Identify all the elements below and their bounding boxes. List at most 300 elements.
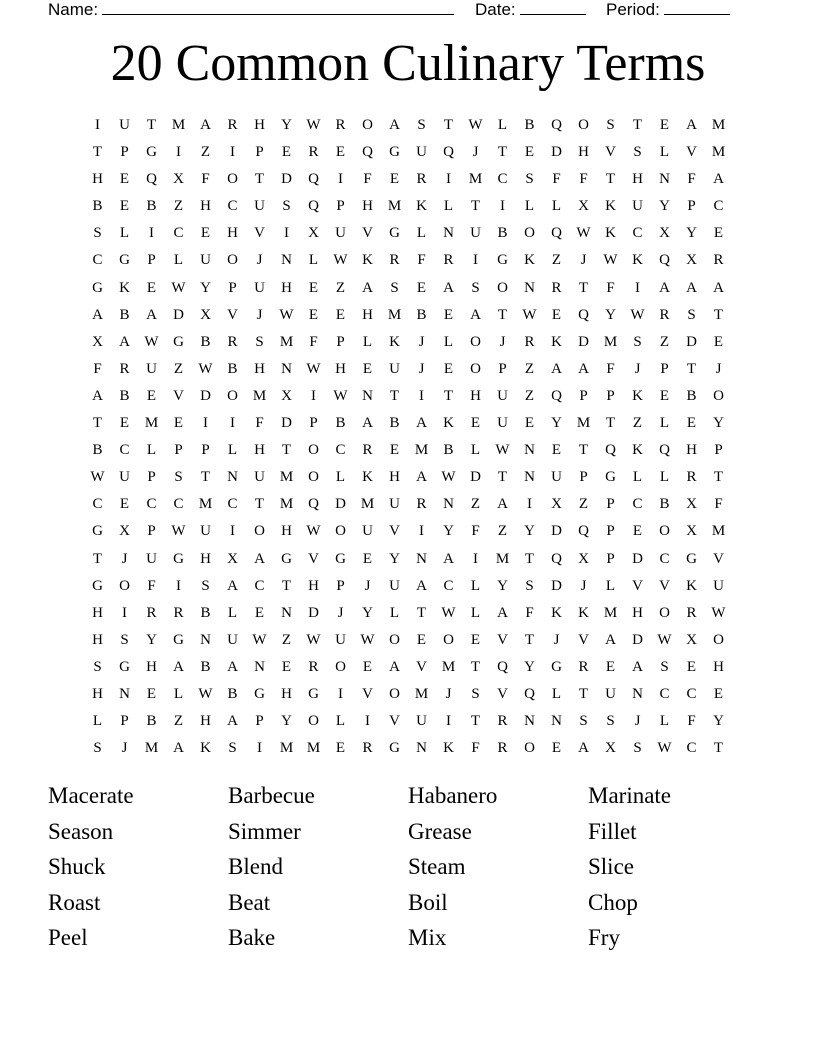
grid-letter: X [659, 225, 670, 242]
grid-letter: A [389, 117, 400, 133]
grid-letter: J [499, 333, 506, 350]
grid-letter: O [713, 387, 724, 404]
grid-letter: I [311, 387, 316, 404]
grid-letter: E [173, 415, 184, 432]
grid-letter: H [92, 631, 103, 648]
grid-letter: R [335, 117, 346, 133]
grid-letter: K [605, 198, 616, 215]
grid-letter: S [390, 279, 399, 296]
grid-letter: T [632, 117, 643, 133]
grid-letter: W [306, 631, 321, 648]
grid-letter: S [579, 713, 588, 730]
grid-letter: R [497, 713, 508, 730]
grid-letter: K [632, 252, 643, 269]
grid-letter: T [470, 658, 481, 675]
grid-letter: R [686, 604, 697, 621]
grid-letter: K [605, 225, 616, 242]
grid-letter: D [470, 469, 481, 486]
grid-letter: K [551, 604, 562, 621]
grid-letter: O [335, 523, 346, 540]
grid-letter: A [227, 713, 238, 730]
grid-letter: Q [551, 225, 562, 242]
grid-letter: Q [578, 523, 589, 540]
grid-letter: T [713, 469, 724, 486]
grid-letter: W [306, 523, 321, 540]
grid-letter: G [173, 550, 184, 567]
grid-letter: V [173, 387, 184, 404]
grid-letter: E [524, 144, 535, 161]
grid-letter: I [473, 550, 478, 567]
grid-letter: F [714, 496, 723, 513]
grid-letter: I [338, 171, 343, 188]
grid-letter: P [606, 496, 615, 513]
grid-letter: R [362, 442, 373, 459]
grid-letter: W [441, 469, 456, 486]
grid-letter: P [255, 713, 264, 730]
grid-letter: A [416, 469, 427, 486]
grid-letter: H [92, 171, 103, 188]
grid-letter: A [146, 306, 157, 323]
grid-letter: G [92, 523, 103, 540]
grid-letter: E [146, 685, 157, 702]
grid-letter: M [279, 469, 294, 486]
grid-letter: M [576, 415, 591, 432]
grid-letter: F [93, 360, 102, 377]
grid-letter: H [92, 685, 103, 702]
word-list-item: Grease [408, 818, 472, 844]
grid-letter: E [416, 631, 427, 648]
grid-letter: N [551, 713, 562, 730]
grid-letter: P [660, 360, 669, 377]
grid-letter: X [686, 631, 697, 648]
grid-letter: M [495, 550, 510, 567]
grid-letter: B [497, 225, 508, 242]
grid-letter: Z [659, 333, 670, 350]
grid-letter: O [308, 469, 319, 486]
grid-letter: T [146, 117, 157, 133]
grid-letter: H [389, 469, 400, 486]
date-blank-line [520, 0, 586, 15]
grid-letter: X [686, 252, 697, 269]
grid-letter: U [335, 631, 346, 648]
grid-letter: G [335, 550, 346, 567]
grid-letter: A [686, 117, 697, 133]
grid-letter: H [92, 604, 103, 621]
grid-letter: L [632, 469, 643, 486]
grid-letter: D [281, 415, 292, 432]
grid-letter: E [443, 306, 454, 323]
grid-letter: G [551, 658, 562, 675]
grid-letter: E [146, 387, 157, 404]
grid-letter: N [443, 496, 454, 513]
grid-letter: F [525, 604, 534, 621]
grid-letter: M [144, 740, 159, 757]
grid-letter: Y [524, 658, 535, 675]
grid-letter: L [416, 225, 427, 242]
grid-letter: E [524, 415, 535, 432]
grid-letter: O [308, 713, 319, 730]
grid-letter: P [174, 442, 183, 459]
grid-letter: H [254, 117, 265, 133]
grid-letter: A [578, 740, 589, 757]
grid-letter: G [173, 631, 184, 648]
grid-letter: W [198, 685, 213, 702]
grid-letter: G [92, 279, 103, 296]
grid-letter: N [632, 685, 643, 702]
grid-letter: A [470, 306, 481, 323]
grid-letter: Y [281, 117, 292, 133]
grid-letter: S [417, 117, 426, 133]
grid-letter: A [119, 333, 130, 350]
grid-letter: G [389, 225, 400, 242]
grid-letter: X [551, 496, 562, 513]
grid-letter: I [527, 496, 532, 513]
grid-letter: D [173, 306, 184, 323]
grid-letter: A [551, 360, 562, 377]
grid-letter: Z [551, 252, 562, 269]
grid-letter: J [445, 685, 452, 702]
word-list-item: Fillet [588, 818, 637, 844]
grid-letter: I [473, 252, 478, 269]
grid-letter: H [713, 658, 724, 675]
grid-letter: E [551, 442, 562, 459]
name-label: Name: [48, 0, 99, 19]
grid-letter: F [606, 360, 615, 377]
word-list-item: Season [48, 818, 114, 844]
name-field [48, 0, 454, 20]
grid-letter: S [660, 658, 669, 675]
grid-letter: T [470, 713, 481, 730]
grid-letter: F [309, 333, 318, 350]
grid-letter: O [389, 631, 400, 648]
grid-letter: R [227, 333, 238, 350]
grid-letter: H [686, 442, 697, 459]
grid-letter: S [471, 279, 480, 296]
grid-letter: V [632, 577, 643, 594]
grid-letter: X [686, 496, 697, 513]
grid-letter: Y [497, 577, 508, 594]
grid-letter: W [90, 469, 105, 486]
grid-letter: Y [713, 713, 724, 730]
grid-letter: G [173, 333, 184, 350]
grid-letter: W [279, 306, 294, 323]
grid-letter: A [362, 415, 373, 432]
grid-letter: X [605, 740, 616, 757]
grid-letter: W [630, 306, 645, 323]
grid-letter: Q [551, 117, 562, 133]
grid-letter: W [333, 387, 348, 404]
grid-letter: W [576, 225, 591, 242]
grid-letter: H [281, 685, 292, 702]
grid-letter: P [120, 144, 129, 161]
grid-letter: J [472, 144, 479, 161]
grid-letter: A [173, 658, 184, 675]
grid-letter: V [227, 306, 238, 323]
grid-letter: N [362, 387, 373, 404]
grid-letter: K [362, 469, 373, 486]
grid-letter: F [255, 415, 264, 432]
grid-letter: A [416, 577, 427, 594]
grid-letter: A [92, 387, 103, 404]
grid-letter: N [443, 225, 454, 242]
date-label: Date: [475, 0, 516, 19]
grid-letter: S [120, 631, 129, 648]
grid-letter: J [553, 631, 560, 648]
grid-letter: K [551, 333, 562, 350]
grid-letter: Z [200, 144, 211, 161]
grid-letter: T [281, 442, 292, 459]
grid-letter: E [119, 415, 130, 432]
grid-letter: E [119, 496, 130, 513]
grid-letter: C [713, 198, 724, 215]
grid-letter: B [227, 360, 238, 377]
grid-letter: Z [173, 360, 184, 377]
grid-letter: V [362, 225, 373, 242]
grid-letter: C [443, 577, 454, 594]
grid-letter: O [362, 117, 373, 133]
grid-letter: S [471, 685, 480, 702]
grid-letter: Y [281, 713, 292, 730]
grid-letter: Q [497, 658, 508, 675]
grid-letter: E [713, 333, 724, 350]
grid-letter: F [147, 577, 156, 594]
grid-letter: L [335, 469, 346, 486]
grid-letter: U [335, 225, 346, 242]
grid-letter: S [606, 117, 615, 133]
grid-letter: L [659, 713, 670, 730]
grid-letter: U [200, 252, 211, 269]
grid-letter: X [200, 306, 211, 323]
grid-letter: O [254, 523, 265, 540]
grid-letter: E [335, 306, 346, 323]
grid-letter: Z [281, 631, 292, 648]
grid-letter: R [713, 252, 724, 269]
grid-letter: L [470, 604, 481, 621]
grid-letter: B [659, 496, 670, 513]
grid-letter: M [306, 740, 321, 757]
grid-letter: N [524, 442, 535, 459]
grid-letter: T [497, 306, 508, 323]
grid-letter: J [256, 252, 263, 269]
grid-letter: X [173, 171, 184, 188]
grid-letter: U [551, 469, 562, 486]
grid-letter: Z [173, 198, 184, 215]
grid-letter: E [470, 415, 481, 432]
grid-letter: H [308, 577, 319, 594]
grid-letter: J [580, 252, 587, 269]
grid-letter: E [713, 685, 724, 702]
grid-letter: O [119, 577, 130, 594]
grid-letter: G [92, 577, 103, 594]
grid-letter: H [254, 442, 265, 459]
grid-letter: L [362, 333, 373, 350]
grid-letter: Q [605, 442, 616, 459]
grid-letter: Q [551, 387, 562, 404]
grid-letter: X [308, 225, 319, 242]
grid-letter: T [605, 171, 616, 188]
grid-letter: I [446, 713, 451, 730]
grid-letter: K [632, 442, 643, 459]
grid-letter: Y [200, 279, 211, 296]
grid-letter: G [119, 252, 130, 269]
grid-letter: J [256, 306, 263, 323]
grid-letter: W [171, 279, 186, 296]
grid-letter: S [687, 306, 696, 323]
grid-letter: Q [578, 306, 589, 323]
grid-letter: M [711, 144, 726, 161]
grid-letter: R [524, 333, 535, 350]
grid-letter: F [552, 171, 561, 188]
grid-letter: A [200, 117, 211, 133]
word-list-item: Shuck [48, 854, 106, 879]
word-list-item: Barbecue [228, 783, 315, 808]
grid-letter: V [578, 631, 589, 648]
grid-letter: E [686, 658, 697, 675]
grid-letter: W [306, 360, 321, 377]
grid-letter: V [659, 577, 670, 594]
grid-letter: R [416, 496, 427, 513]
grid-letter: M [279, 333, 294, 350]
grid-letter: K [524, 252, 535, 269]
grid-letter: R [686, 469, 697, 486]
grid-letter: B [686, 387, 697, 404]
grid-letter: H [227, 225, 238, 242]
grid-letter: N [524, 469, 535, 486]
word-list-item: Roast [48, 889, 101, 915]
grid-letter: Q [146, 171, 157, 188]
grid-letter: O [470, 360, 481, 377]
grid-letter: L [92, 713, 103, 730]
grid-letter: M [711, 523, 726, 540]
grid-letter: R [578, 658, 589, 675]
grid-letter: K [632, 387, 643, 404]
grid-letter: T [605, 415, 616, 432]
grid-letter: C [119, 442, 130, 459]
grid-letter: H [254, 360, 265, 377]
word-list-item: Slice [588, 854, 634, 879]
grid-letter: M [711, 117, 726, 133]
grid-letter: R [308, 658, 319, 675]
grid-letter: V [389, 713, 400, 730]
grid-letter: K [362, 252, 373, 269]
grid-letter: R [389, 252, 400, 269]
grid-letter: M [468, 171, 483, 188]
grid-letter: T [578, 685, 589, 702]
grid-letter: P [606, 523, 615, 540]
grid-letter: U [497, 387, 508, 404]
grid-letter: Y [443, 523, 454, 540]
grid-letter: H [362, 306, 373, 323]
grid-letter: C [659, 685, 670, 702]
grid-letter: B [443, 442, 454, 459]
grid-letter: U [119, 117, 130, 133]
grid-letter: E [659, 387, 670, 404]
grid-letter: U [416, 713, 427, 730]
grid-letter: X [119, 523, 130, 540]
grid-letter: P [228, 279, 237, 296]
grid-letter: X [281, 387, 292, 404]
grid-letter: H [146, 658, 157, 675]
grid-letter: E [281, 144, 292, 161]
grid-letter: K [119, 279, 130, 296]
grid-letter: R [416, 171, 427, 188]
grid-letter: L [551, 198, 562, 215]
grid-letter: L [659, 469, 670, 486]
grid-letter: L [659, 144, 670, 161]
grid-letter: U [362, 523, 373, 540]
grid-letter: F [471, 523, 480, 540]
grid-letter: W [603, 252, 618, 269]
grid-letter: U [605, 685, 616, 702]
grid-letter: V [497, 685, 508, 702]
grid-letter: F [363, 171, 372, 188]
grid-letter: E [551, 306, 562, 323]
worksheet-header [48, 0, 748, 20]
grid-letter: T [92, 144, 103, 161]
grid-letter: D [281, 171, 292, 188]
grid-letter: H [200, 198, 211, 215]
grid-letter: U [632, 198, 643, 215]
grid-letter: A [443, 550, 454, 567]
grid-letter: V [713, 550, 724, 567]
grid-letter: F [417, 252, 426, 269]
grid-letter: S [201, 577, 210, 594]
word-list-item: Marinate [588, 783, 672, 808]
grid-letter: D [551, 577, 562, 594]
grid-letter: S [282, 198, 291, 215]
grid-letter: Q [524, 685, 535, 702]
grid-letter: A [659, 279, 670, 296]
grid-letter: V [254, 225, 265, 242]
grid-letter: O [389, 685, 400, 702]
grid-letter: T [92, 550, 103, 567]
grid-letter: S [525, 577, 534, 594]
grid-letter: M [603, 333, 618, 350]
grid-letter: A [227, 577, 238, 594]
grid-letter: Z [497, 523, 508, 540]
grid-letter: P [201, 442, 210, 459]
word-list-item: Fry [588, 925, 620, 950]
grid-letter: H [578, 144, 589, 161]
period-label: Period: [606, 0, 660, 19]
grid-letter: V [416, 658, 427, 675]
grid-letter: L [659, 415, 670, 432]
grid-letter: W [333, 252, 348, 269]
grid-letter: U [119, 469, 130, 486]
grid-letter: L [119, 225, 130, 242]
grid-letter: B [146, 198, 157, 215]
word-list-item: Macerate [48, 783, 134, 808]
grid-letter: U [389, 496, 400, 513]
grid-letter: P [336, 198, 345, 215]
grid-letter: D [200, 387, 211, 404]
grid-letter: E [254, 604, 265, 621]
grid-letter: P [255, 144, 264, 161]
grid-letter: C [146, 496, 157, 513]
grid-letter: Q [551, 550, 562, 567]
grid-letter: L [227, 442, 238, 459]
grid-letter: C [632, 496, 643, 513]
grid-letter: I [230, 144, 235, 161]
grid-letter: A [713, 171, 724, 188]
grid-letter: Y [713, 415, 724, 432]
grid-letter: P [714, 442, 723, 459]
grid-letter: P [120, 713, 129, 730]
grid-letter: B [92, 442, 103, 459]
grid-letter: V [308, 550, 319, 567]
grid-letter: J [121, 550, 128, 567]
grid-letter: N [281, 604, 292, 621]
